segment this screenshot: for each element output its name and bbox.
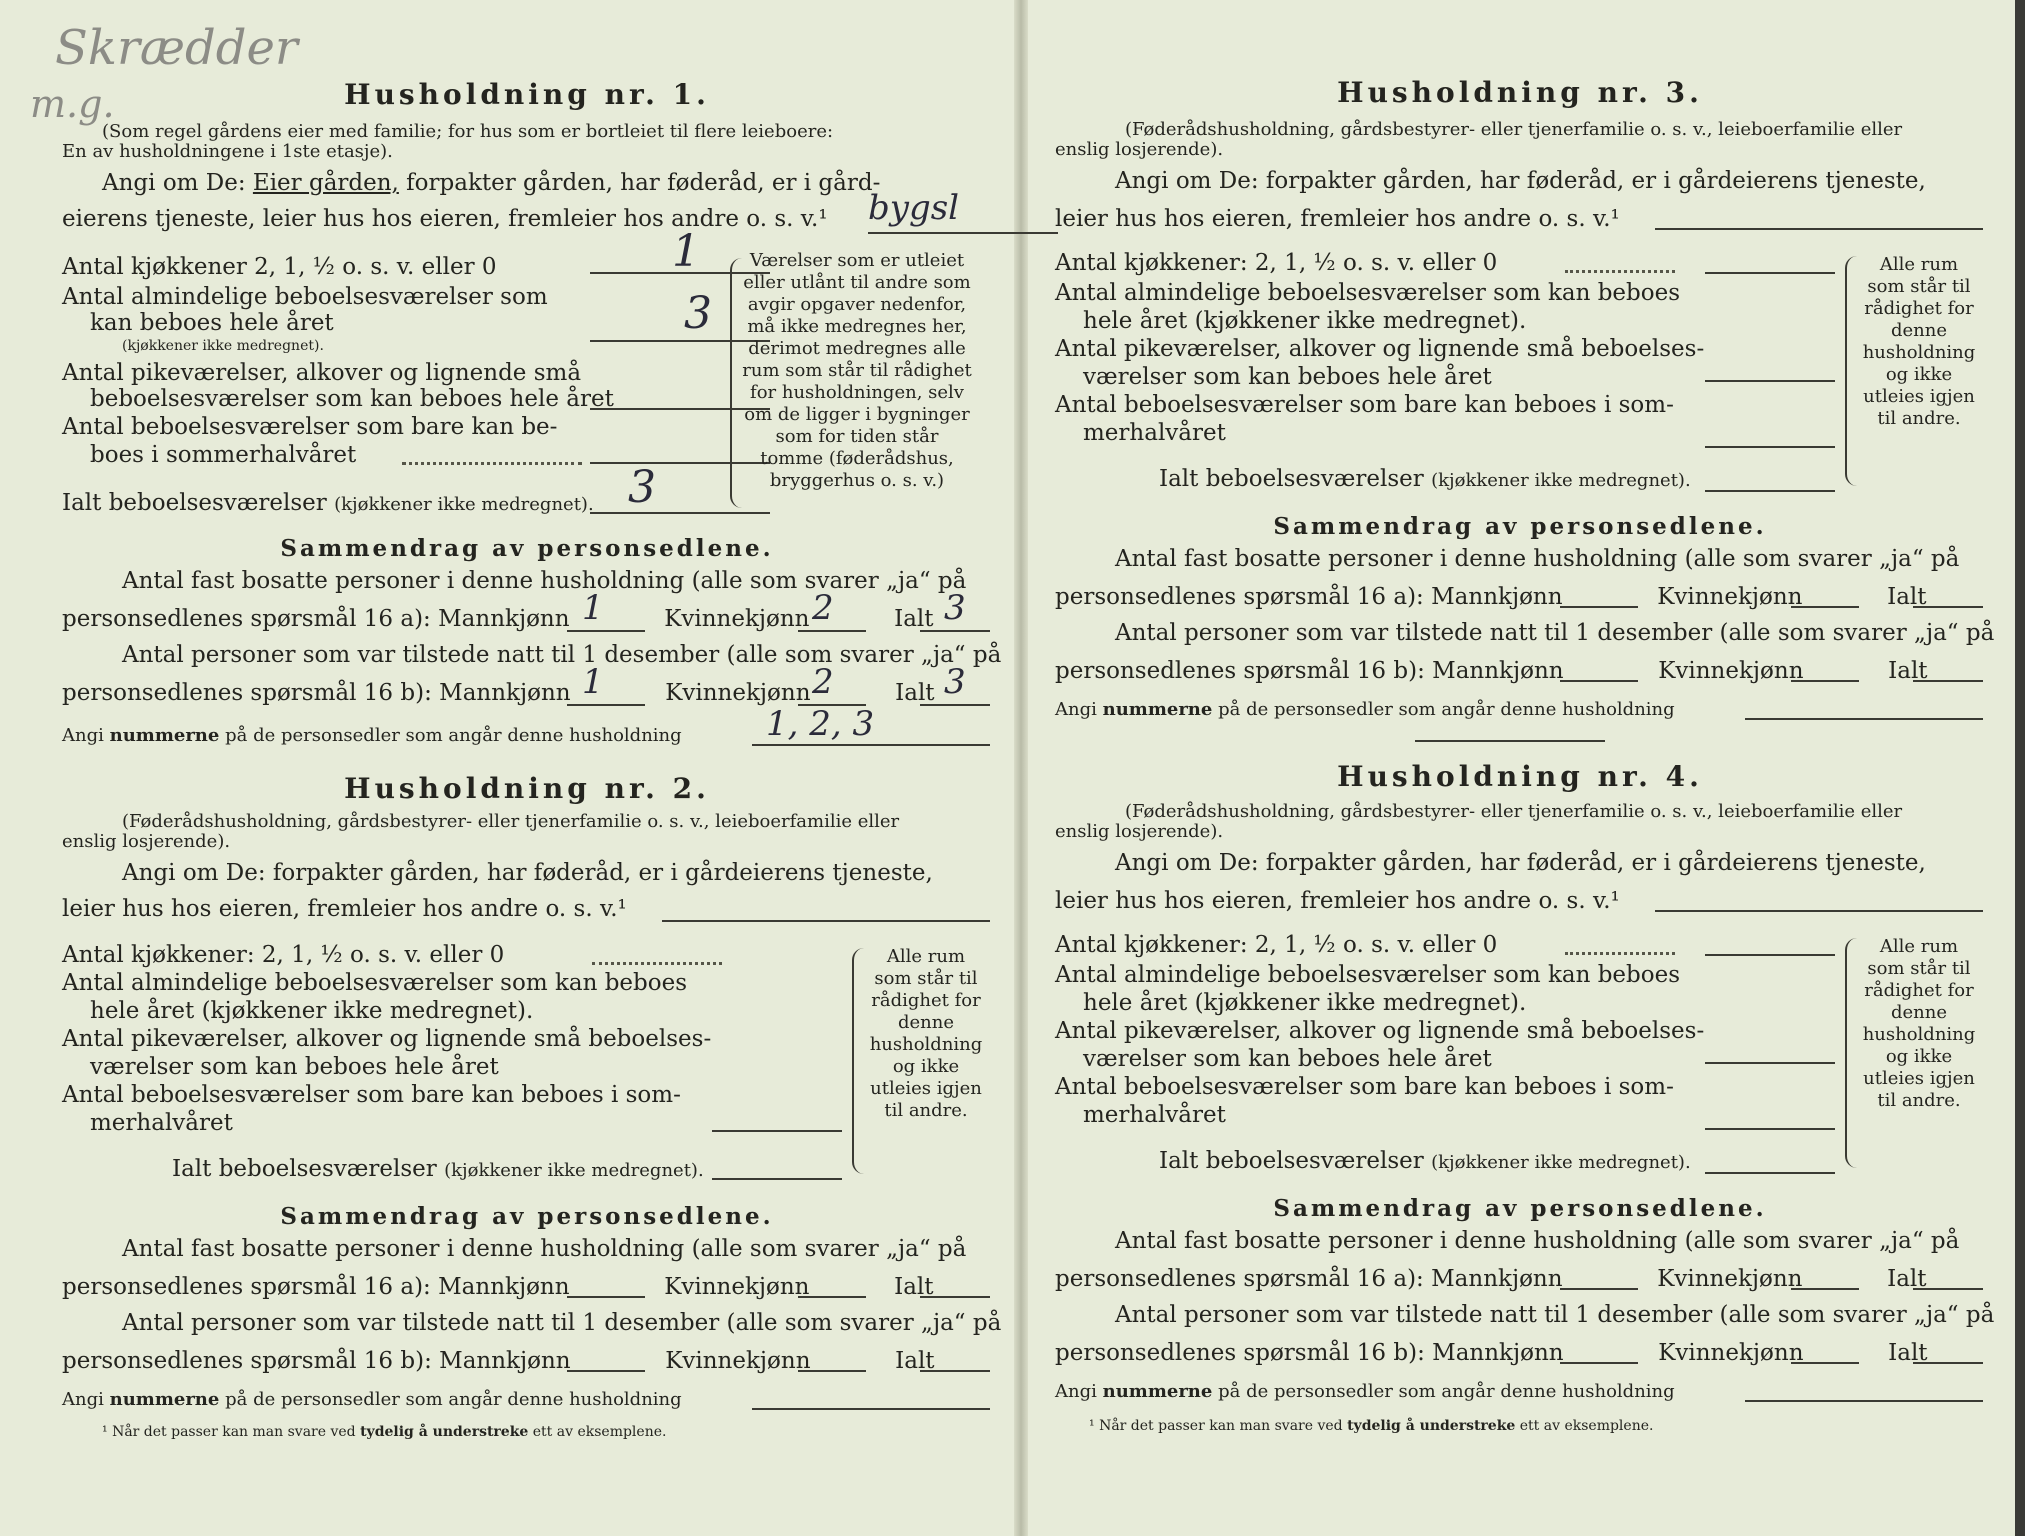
h3-resident-line-1: Antal fast bosatte personer i denne husholdning (alle som svarer „ja“ på <box>1115 546 1960 572</box>
scan-edge <box>2015 0 2025 1536</box>
h3-summer-label: Antal beboelsesværelser som bare kan beboes i som- <box>1055 392 1674 418</box>
h2-numbers-line: Angi nummerne på de personsedler som angår denne husholdning <box>62 1389 682 1410</box>
h3-rooms-label-2: hele året (kjøkkener ikke medregnet). <box>1083 308 1527 334</box>
household-1-angi-line-2: eierens tjeneste, leier hus hos eieren, fremleier hos andre o. s. v.¹ <box>62 206 828 232</box>
h3-summer-label-2: merhalvåret <box>1083 420 1226 446</box>
h4-maid-label: Antal pikeværelser, alkover og lignende små beboelses- <box>1055 1018 1705 1044</box>
household-2-summary-title: Sammendrag av personsedlene. <box>280 1203 774 1230</box>
h2-res-female-line <box>798 1296 866 1298</box>
selected-option-eier: Eier gården, <box>252 170 399 196</box>
pencil-note-top: Skrædder <box>55 20 298 76</box>
rooms-label-1: Antal almindelige beboelsesværelser som <box>62 284 548 310</box>
household-4-angi-line-2: leier hus hos eieren, fremleier hos andre o. s. v.¹ <box>1055 888 1620 914</box>
h3-numbers-line-rule <box>1745 718 1983 720</box>
h2-resident-line-1: Antal fast bosatte personer i denne husholdning (alle som svarer „ja“ på <box>122 1236 967 1262</box>
summer-rooms-label-2: boes i sommerhalvåret <box>90 442 357 468</box>
maid-rooms-label-1: Antal pikeværelser, alkover og lignende små <box>62 360 582 386</box>
household-2-side-note: Alle rum som står til rådighet for denne husholdning og ikke utleies igjen til andre. <box>869 946 983 1121</box>
summer-rooms-dots <box>402 462 582 465</box>
household-2-title: Husholdning nr. 2. <box>344 772 710 805</box>
handwritten-rooms: 3 <box>684 288 712 339</box>
h3-side-brace <box>1845 256 1859 486</box>
h4-total-label: Ialt beboelsesværelser (kjøkkener ikke medregnet). <box>1159 1148 1691 1174</box>
handwritten-res-male: 1 <box>582 588 604 628</box>
h4-maid-line <box>1705 1062 1835 1064</box>
h2-present-line-1: Antal personer som var tilstede natt til 1 desember (alle som svarer „ja“ på <box>122 1310 1002 1336</box>
total-rooms-label: Ialt beboelsesværelser (kjøkkener ikke medregnet). <box>62 490 594 516</box>
h4-resident-line-1: Antal fast bosatte personer i denne husholdning (alle som svarer „ja“ på <box>1115 1228 1960 1254</box>
h3-numbers-line: Angi nummerne på de personsedler som angår denne husholdning <box>1055 699 1675 720</box>
h2-kitchens-dots <box>592 962 722 965</box>
pre-male-line <box>567 704 645 706</box>
h4-numbers-line: Angi nummerne på de personsedler som angår denne husholdning <box>1055 1381 1675 1402</box>
h2-pre-total-line <box>920 1370 990 1372</box>
household-3-angi-line-1: Angi om De: forpakter gården, har føderåd, er i gårdeierens tjeneste, <box>1115 168 1926 194</box>
household-2-angi-line <box>662 920 990 922</box>
h3-rooms-label: Antal almindelige beboelsesværelser som kan beboes <box>1055 280 1681 306</box>
h3-pre-male-line <box>1560 680 1638 682</box>
h3-present-line-2: personsedlenes spørsmål 16 b): Mannkjønn Kvinnekjønn Ialt <box>1055 658 1928 684</box>
h4-res-female-line <box>1791 1288 1859 1290</box>
household-2-angi-line-2: leier hus hos eieren, fremleier hos andre o. s. v.¹ <box>62 896 627 922</box>
res-female-line <box>798 630 866 632</box>
right-page <box>1055 0 1995 1536</box>
h3-res-male-line <box>1560 606 1638 608</box>
h2-kitchens-label: Antal kjøkkener: 2, 1, ½ o. s. v. eller 0 <box>62 942 505 968</box>
h2-side-brace <box>852 948 866 1174</box>
section-divider <box>1415 740 1605 742</box>
h4-side-brace <box>1845 938 1859 1168</box>
h3-pre-female-line <box>1791 680 1859 682</box>
household-1-side-note: Værelser som er utleiet eller utlånt til andre som avgir opgaver nedenfor, må ikke medregnes her, derimot medregnes alle rum som står til rådighet for husholdningen, selv om de ligger i bygninger som for tiden står tomme (føderådshus, bryggerhus o. s. v.) <box>742 250 972 491</box>
h4-total-line <box>1705 1172 1835 1174</box>
h3-summer-line <box>1705 446 1835 448</box>
total-rooms-line <box>590 512 770 514</box>
maid-rooms-label-2: beboelsesværelser som kan beboes hele året <box>90 386 614 412</box>
household-3-summary-title: Sammendrag av personsedlene. <box>1273 513 1767 540</box>
handwritten-pre-female: 2 <box>812 662 834 702</box>
h4-pre-female-line <box>1791 1362 1859 1364</box>
h3-total-label: Ialt beboelsesværelser (kjøkkener ikke medregnet). <box>1159 466 1691 492</box>
h3-resident-line-2: personsedlenes spørsmål 16 a): Mannkjønn Kvinnekjønn Ialt <box>1055 584 1927 610</box>
h4-res-male-line <box>1560 1288 1638 1290</box>
h2-maid-label: Antal pikeværelser, alkover og lignende små beboelses- <box>62 1026 712 1052</box>
household-3-side-note: Alle rum som står til rådighet for denne husholdning og ikke utleies igjen til andre. <box>1862 254 1976 429</box>
h4-res-total-line <box>1913 1288 1983 1290</box>
h3-res-female-line <box>1791 606 1859 608</box>
household-3-title: Husholdning nr. 3. <box>1337 76 1703 109</box>
household-1-present-line-1: Antal personer som var tilstede natt til 1 desember (alle som svarer „ja“ på <box>122 642 1002 668</box>
h3-kitchens-dots <box>1565 270 1675 273</box>
h4-summer-line <box>1705 1128 1835 1130</box>
household-4-side-note: Alle rum som står til rådighet for denne husholdning og ikke utleies igjen til andre. <box>1862 936 1976 1111</box>
h4-kitchens-line <box>1705 954 1835 956</box>
h3-kitchens-label: Antal kjøkkener: 2, 1, ½ o. s. v. eller 0 <box>1055 250 1498 276</box>
tenure-answer-line <box>868 232 1058 234</box>
h3-total-line <box>1705 490 1835 492</box>
household-2-subtitle-2: enslig losjerende). <box>62 831 231 852</box>
h4-resident-line-2: personsedlenes spørsmål 16 a): Mannkjønn Kvinnekjønn Ialt <box>1055 1266 1927 1292</box>
h2-maid-label-2: værelser som kan beboes hele året <box>90 1054 499 1080</box>
h2-summer-line <box>712 1130 842 1132</box>
household-4-angi-line-1: Angi om De: forpakter gården, har føderåd, er i gårdeierens tjeneste, <box>1115 850 1926 876</box>
household-4-subtitle-2: enslig losjerende). <box>1055 821 1224 842</box>
h4-kitchens-dots <box>1565 952 1675 955</box>
h2-pre-male-line <box>567 1370 645 1372</box>
h2-total-line <box>712 1178 842 1180</box>
h4-present-line-2: personsedlenes spørsmål 16 b): Mannkjønn Kvinnekjønn Ialt <box>1055 1340 1928 1366</box>
household-2-angi-line-1: Angi om De: forpakter gården, har føderåd, er i gårdeierens tjeneste, <box>122 860 933 886</box>
h3-maid-line <box>1705 380 1835 382</box>
rooms-label-3: (kjøkkener ikke medregnet). <box>122 338 324 354</box>
right-footnote: ¹ Når det passer kan man svare ved tydelig å understreke ett av eksemplene. <box>1089 1418 1654 1434</box>
h3-pre-total-line <box>1913 680 1983 682</box>
h3-kitchens-line <box>1705 272 1835 274</box>
h4-kitchens-label: Antal kjøkkener: 2, 1, ½ o. s. v. eller 0 <box>1055 932 1498 958</box>
household-4-title: Husholdning nr. 4. <box>1337 760 1703 793</box>
handwritten-res-female: 2 <box>812 588 834 628</box>
h3-res-total-line <box>1913 606 1983 608</box>
h4-pre-male-line <box>1560 1362 1638 1364</box>
handwritten-kitchens: 1 <box>672 226 700 277</box>
h2-present-line-2: personsedlenes spørsmål 16 b): Mannkjønn Kvinnekjønn Ialt <box>62 1348 935 1374</box>
h3-maid-label-2: værelser som kan beboes hele året <box>1083 364 1492 390</box>
page-fold <box>1014 0 1028 1536</box>
h2-pre-female-line <box>798 1370 866 1372</box>
h2-res-total-line <box>920 1296 990 1298</box>
h4-summer-label: Antal beboelsesværelser som bare kan beboes i som- <box>1055 1074 1674 1100</box>
household-4-summary-title: Sammendrag av personsedlene. <box>1273 1195 1767 1222</box>
household-1-subtitle-2: En av husholdningene i 1ste etasje). <box>62 141 393 162</box>
household-3-angi-line <box>1655 228 1983 230</box>
h2-rooms-label-2: hele året (kjøkkener ikke medregnet). <box>90 998 534 1024</box>
h2-numbers-line-rule <box>752 1408 990 1410</box>
h4-pre-total-line <box>1913 1362 1983 1364</box>
household-3-subtitle: (Føderådshusholdning, gårdsbestyrer- eller tjenerfamilie o. s. v., leieboerfamilie eller <box>1125 119 1903 140</box>
household-2-subtitle: (Føderådshusholdning, gårdsbestyrer- eller tjenerfamilie o. s. v., leieboerfamilie eller <box>122 811 900 832</box>
h2-res-male-line <box>567 1296 645 1298</box>
handwritten-pre-total: 3 <box>944 662 966 702</box>
h2-summer-label: Antal beboelsesværelser som bare kan beboes i som- <box>62 1082 681 1108</box>
household-1-present-line-2: personsedlenes spørsmål 16 b): Mannkjønn Kvinnekjønn Ialt <box>62 680 935 706</box>
pencil-note-side: m.g. <box>30 82 115 126</box>
left-footnote: ¹ Når det passer kan man svare ved tydelig å understreke ett av eksemplene. <box>102 1424 667 1440</box>
res-male-line <box>567 630 645 632</box>
household-1-summary-title: Sammendrag av personsedlene. <box>280 535 774 562</box>
household-1-title: Husholdning nr. 1. <box>344 78 710 111</box>
h4-maid-label-2: værelser som kan beboes hele året <box>1083 1046 1492 1072</box>
household-3-angi-line-2: leier hus hos eieren, fremleier hos andre o. s. v.¹ <box>1055 206 1620 232</box>
handwritten-total-rooms: 3 <box>628 462 656 513</box>
h2-resident-line-2: personsedlenes spørsmål 16 a): Mannkjønn Kvinnekjønn Ialt <box>62 1274 934 1300</box>
h3-maid-label: Antal pikeværelser, alkover og lignende små beboelses- <box>1055 336 1705 362</box>
h3-present-line-1: Antal personer som var tilstede natt til 1 desember (alle som svarer „ja“ på <box>1115 620 1995 646</box>
household-4-angi-line <box>1655 910 1983 912</box>
kitchens-label: Antal kjøkkener 2, 1, ½ o. s. v. eller 0 <box>62 254 497 280</box>
summer-rooms-label-1: Antal beboelsesværelser som bare kan be- <box>62 414 558 440</box>
h2-total-label: Ialt beboelsesværelser (kjøkkener ikke medregnet). <box>172 1156 704 1182</box>
h4-present-line-1: Antal personer som var tilstede natt til 1 desember (alle som svarer „ja“ på <box>1115 1302 1995 1328</box>
household-1-angi-line-1: Angi om De: Eier gården, forpakter gården, har føderåd, er i gård- <box>102 170 881 196</box>
h2-summer-label-2: merhalvåret <box>90 1110 233 1136</box>
h4-rooms-label: Antal almindelige beboelsesværelser som kan beboes <box>1055 962 1681 988</box>
household-1-subtitle: (Som regel gårdens eier med familie; for hus som er bortleiet til flere leieboere: <box>102 121 834 142</box>
household-1-resident-line-1: Antal fast bosatte personer i denne husholdning (alle som svarer „ja“ på <box>122 568 967 594</box>
handwritten-tenure-answer: bygsl <box>868 188 960 228</box>
household-3-subtitle-2: enslig losjerende). <box>1055 139 1224 160</box>
h4-numbers-line-rule <box>1745 1400 1983 1402</box>
household-1-numbers-line: Angi nummerne på de personsedler som angår denne husholdning <box>62 725 682 746</box>
h4-rooms-label-2: hele året (kjøkkener ikke medregnet). <box>1083 990 1527 1016</box>
rooms-label-2: kan beboes hele året <box>90 310 334 336</box>
household-4-subtitle: (Føderådshusholdning, gårdsbestyrer- eller tjenerfamilie o. s. v., leieboerfamilie eller <box>1125 801 1903 822</box>
pre-total-line <box>920 704 990 706</box>
left-page <box>62 0 1002 1536</box>
numbers-line <box>752 744 990 746</box>
h4-summer-label-2: merhalvåret <box>1083 1102 1226 1128</box>
handwritten-person-numbers: 1, 2, 3 <box>766 704 875 744</box>
h2-rooms-label: Antal almindelige beboelsesværelser som kan beboes <box>62 970 688 996</box>
handwritten-pre-male: 1 <box>582 662 604 702</box>
household-1-resident-line-2: personsedlenes spørsmål 16 a): Mannkjønn Kvinnekjønn Ialt <box>62 606 934 632</box>
res-total-line <box>920 630 990 632</box>
handwritten-res-total: 3 <box>944 588 966 628</box>
